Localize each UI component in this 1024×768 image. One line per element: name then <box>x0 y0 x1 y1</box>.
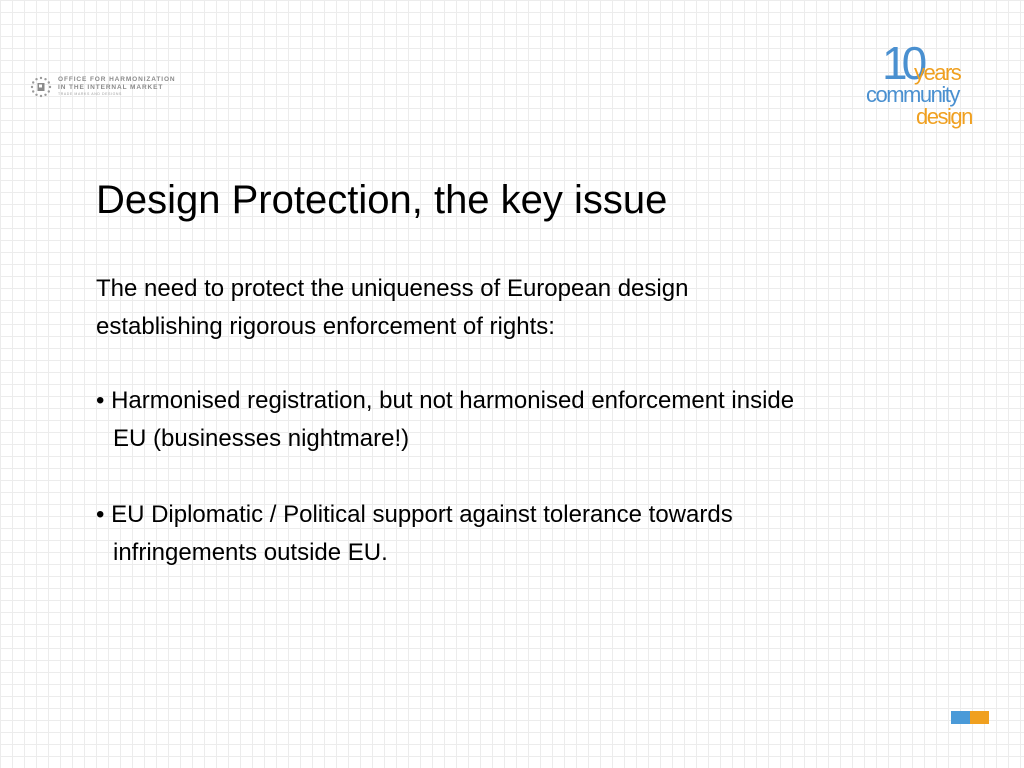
orange-square <box>970 711 989 724</box>
bullet-item <box>96 496 733 572</box>
bullet-1-line-1: • Harmonised registration, but not harmonised enforcement inside <box>96 387 795 414</box>
eu-stars-emblem-icon <box>30 76 52 98</box>
intro-line-2: establishing rigorous enforcement of rights: <box>96 313 555 340</box>
logo-word-years: years <box>914 60 961 85</box>
ohim-name-line1: OFFICE FOR HARMONIZATION <box>58 76 176 84</box>
logo-word-community: community <box>866 82 959 107</box>
bullet-2-line-2: infringements outside EU. <box>113 539 388 566</box>
blue-square <box>951 711 970 724</box>
bullet-2-line-1: • EU Diplomatic / Political support against tolerance towards <box>96 501 733 528</box>
slide-title: Design Protection, the key issue <box>96 178 668 222</box>
corner-color-squares <box>951 711 989 724</box>
bullet-1-line-2: EU (businesses nightmare!) <box>113 425 410 452</box>
ohim-name-line2: IN THE INTERNAL MARKET <box>58 83 164 91</box>
ohim-subtitle: TRADE MARKS AND DESIGNS <box>58 92 122 97</box>
intro-paragraph <box>96 270 688 346</box>
logo-word-design: design <box>916 104 972 129</box>
ohim-logo <box>30 76 176 98</box>
bullet-item <box>96 382 794 458</box>
intro-line-1: The need to protect the uniqueness of European design <box>96 275 689 302</box>
ohim-text <box>58 77 176 97</box>
logo-number: 10 <box>882 37 922 89</box>
ten-years-community-design-logo <box>864 37 994 136</box>
